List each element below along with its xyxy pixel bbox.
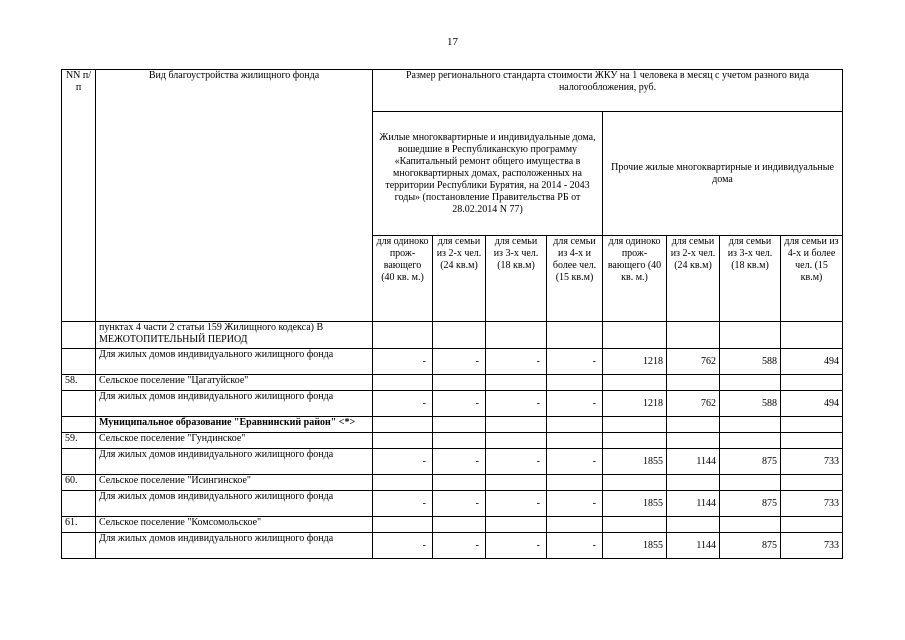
value-cell bbox=[486, 375, 547, 391]
table-row bbox=[62, 375, 843, 391]
value-cell bbox=[486, 433, 547, 449]
value-cell: 1855 bbox=[603, 449, 667, 475]
table-row bbox=[62, 349, 843, 375]
value-cell bbox=[781, 517, 843, 533]
row-number bbox=[62, 349, 96, 375]
row-label: Муниципальное образование "Еравнинский район" <*> bbox=[96, 417, 373, 433]
value-cell bbox=[667, 375, 720, 391]
value-cell: - bbox=[373, 349, 433, 375]
row-label: пунктах 4 части 2 статьи 159 Жилищного кодекса) В МЕЖОТОПИТЕЛЬНЫЙ ПЕРИОД bbox=[96, 322, 373, 349]
row-number: 58. bbox=[62, 375, 96, 391]
value-cell bbox=[433, 322, 486, 349]
table-row bbox=[62, 391, 843, 417]
value-cell bbox=[603, 322, 667, 349]
row-label: Для жилых домов индивидуального жилищного фонда bbox=[96, 491, 373, 517]
value-cell bbox=[433, 475, 486, 491]
row-label: Сельское поселение "Комсомольское" bbox=[96, 517, 373, 533]
value-cell: 494 bbox=[781, 349, 843, 375]
row-label: Сельское поселение "Гундинское" bbox=[96, 433, 373, 449]
header-group-capital-repair: Жилые многоквартирные и индивидуальные дома, вошедшие в Республиканскую программу «Капитальный ремонт общего имущества в многоквартирных домах, расположенных на территории Республики Бурятия, на 2014 - 2043 годы» (постановление Правительства РБ от 28.02.2014 N 77) bbox=[373, 112, 603, 236]
tariff-table bbox=[61, 69, 843, 559]
value-cell: 875 bbox=[720, 533, 781, 559]
subheader-cell: для семьи из 3-х чел. (18 кв.м) bbox=[720, 236, 781, 322]
row-label: Сельское поселение "Цагатуйское" bbox=[96, 375, 373, 391]
row-number: 60. bbox=[62, 475, 96, 491]
value-cell: - bbox=[547, 491, 603, 517]
table-row bbox=[62, 533, 843, 559]
value-cell bbox=[603, 475, 667, 491]
value-cell bbox=[720, 417, 781, 433]
value-cell: 875 bbox=[720, 449, 781, 475]
row-number bbox=[62, 391, 96, 417]
value-cell: - bbox=[433, 491, 486, 517]
value-cell bbox=[667, 417, 720, 433]
value-cell bbox=[486, 475, 547, 491]
value-cell: - bbox=[373, 491, 433, 517]
header-size: Размер регионального стандарта стоимости ЖКУ на 1 человека в месяц с учетом разного вида налогообложения, руб. bbox=[373, 70, 843, 112]
row-number bbox=[62, 449, 96, 475]
table-body bbox=[62, 322, 843, 559]
value-cell bbox=[667, 433, 720, 449]
value-cell bbox=[486, 517, 547, 533]
value-cell: - bbox=[433, 449, 486, 475]
value-cell bbox=[781, 417, 843, 433]
subheader-cell: для семьи из 2-х чел. (24 кв.м) bbox=[433, 236, 486, 322]
value-cell bbox=[603, 375, 667, 391]
value-cell: 762 bbox=[667, 349, 720, 375]
value-cell bbox=[603, 433, 667, 449]
value-cell: - bbox=[547, 449, 603, 475]
subheader-cell: для семьи из 3-х чел. (18 кв.м) bbox=[486, 236, 547, 322]
subheader-cell: для одиноко прож-вающего (40 кв. м.) bbox=[373, 236, 433, 322]
value-cell bbox=[547, 433, 603, 449]
table-row bbox=[62, 517, 843, 533]
row-number: 61. bbox=[62, 517, 96, 533]
value-cell: - bbox=[373, 449, 433, 475]
value-cell bbox=[667, 517, 720, 533]
value-cell: 733 bbox=[781, 491, 843, 517]
subheader-cell: для семьи из 2-х чел. (24 кв.м) bbox=[667, 236, 720, 322]
row-label: Для жилых домов индивидуального жилищного фонда bbox=[96, 533, 373, 559]
value-cell bbox=[667, 322, 720, 349]
value-cell bbox=[486, 322, 547, 349]
row-number bbox=[62, 491, 96, 517]
value-cell: 1144 bbox=[667, 533, 720, 559]
value-cell bbox=[720, 375, 781, 391]
value-cell: - bbox=[547, 391, 603, 417]
value-cell: 762 bbox=[667, 391, 720, 417]
value-cell bbox=[486, 417, 547, 433]
value-cell bbox=[433, 375, 486, 391]
value-cell: - bbox=[373, 533, 433, 559]
value-cell: - bbox=[486, 449, 547, 475]
value-cell bbox=[603, 517, 667, 533]
value-cell bbox=[547, 517, 603, 533]
value-cell: 1144 bbox=[667, 491, 720, 517]
table-row bbox=[62, 322, 843, 349]
value-cell bbox=[373, 475, 433, 491]
value-cell bbox=[547, 475, 603, 491]
value-cell bbox=[433, 433, 486, 449]
value-cell: - bbox=[433, 349, 486, 375]
row-number: 59. bbox=[62, 433, 96, 449]
subheader-cell: для семьи из 4-х и более чел. (15 кв.м) bbox=[781, 236, 843, 322]
value-cell: 733 bbox=[781, 449, 843, 475]
table-row bbox=[62, 449, 843, 475]
value-cell: - bbox=[433, 533, 486, 559]
value-cell: 1144 bbox=[667, 449, 720, 475]
value-cell bbox=[781, 322, 843, 349]
value-cell bbox=[781, 375, 843, 391]
value-cell bbox=[781, 475, 843, 491]
table-row bbox=[62, 417, 843, 433]
value-cell: - bbox=[433, 391, 486, 417]
page-number: 17 bbox=[447, 36, 458, 48]
value-cell: 1855 bbox=[603, 533, 667, 559]
value-cell bbox=[373, 417, 433, 433]
row-label: Для жилых домов индивидуального жилищного фонда bbox=[96, 391, 373, 417]
value-cell bbox=[547, 375, 603, 391]
value-cell: 1218 bbox=[603, 391, 667, 417]
value-cell bbox=[373, 517, 433, 533]
value-cell: - bbox=[486, 349, 547, 375]
header-type: Вид благоустройства жилищного фонда bbox=[96, 70, 373, 322]
value-cell: - bbox=[486, 491, 547, 517]
table-row bbox=[62, 491, 843, 517]
value-cell bbox=[667, 475, 720, 491]
subheader-cell: для семьи из 4-х и более чел. (15 кв.м) bbox=[547, 236, 603, 322]
value-cell: - bbox=[486, 533, 547, 559]
value-cell bbox=[547, 322, 603, 349]
row-number bbox=[62, 417, 96, 433]
table-row bbox=[62, 433, 843, 449]
header-nn: NN п/п bbox=[62, 70, 96, 322]
value-cell bbox=[720, 433, 781, 449]
value-cell: - bbox=[547, 533, 603, 559]
value-cell: - bbox=[547, 349, 603, 375]
header-group-other: Прочие жилые многоквартирные и индивидуальные дома bbox=[603, 112, 843, 236]
value-cell: 1855 bbox=[603, 491, 667, 517]
value-cell: - bbox=[486, 391, 547, 417]
table-row bbox=[62, 475, 843, 491]
value-cell bbox=[720, 322, 781, 349]
value-cell bbox=[433, 417, 486, 433]
row-label: Сельское поселение "Исингинское" bbox=[96, 475, 373, 491]
value-cell bbox=[433, 517, 486, 533]
value-cell bbox=[603, 417, 667, 433]
subheader-cell: для одиноко прож-вающего (40 кв. м.) bbox=[603, 236, 667, 322]
row-number bbox=[62, 322, 96, 349]
value-cell: 1218 bbox=[603, 349, 667, 375]
value-cell: 588 bbox=[720, 349, 781, 375]
value-cell bbox=[547, 417, 603, 433]
value-cell: - bbox=[373, 391, 433, 417]
value-cell bbox=[720, 517, 781, 533]
row-label: Для жилых домов индивидуального жилищного фонда bbox=[96, 449, 373, 475]
value-cell: 733 bbox=[781, 533, 843, 559]
value-cell bbox=[720, 475, 781, 491]
row-number bbox=[62, 533, 96, 559]
row-label: Для жилых домов индивидуального жилищного фонда bbox=[96, 349, 373, 375]
value-cell: 588 bbox=[720, 391, 781, 417]
value-cell: 494 bbox=[781, 391, 843, 417]
value-cell bbox=[373, 322, 433, 349]
value-cell bbox=[373, 433, 433, 449]
value-cell bbox=[781, 433, 843, 449]
value-cell bbox=[373, 375, 433, 391]
value-cell: 875 bbox=[720, 491, 781, 517]
